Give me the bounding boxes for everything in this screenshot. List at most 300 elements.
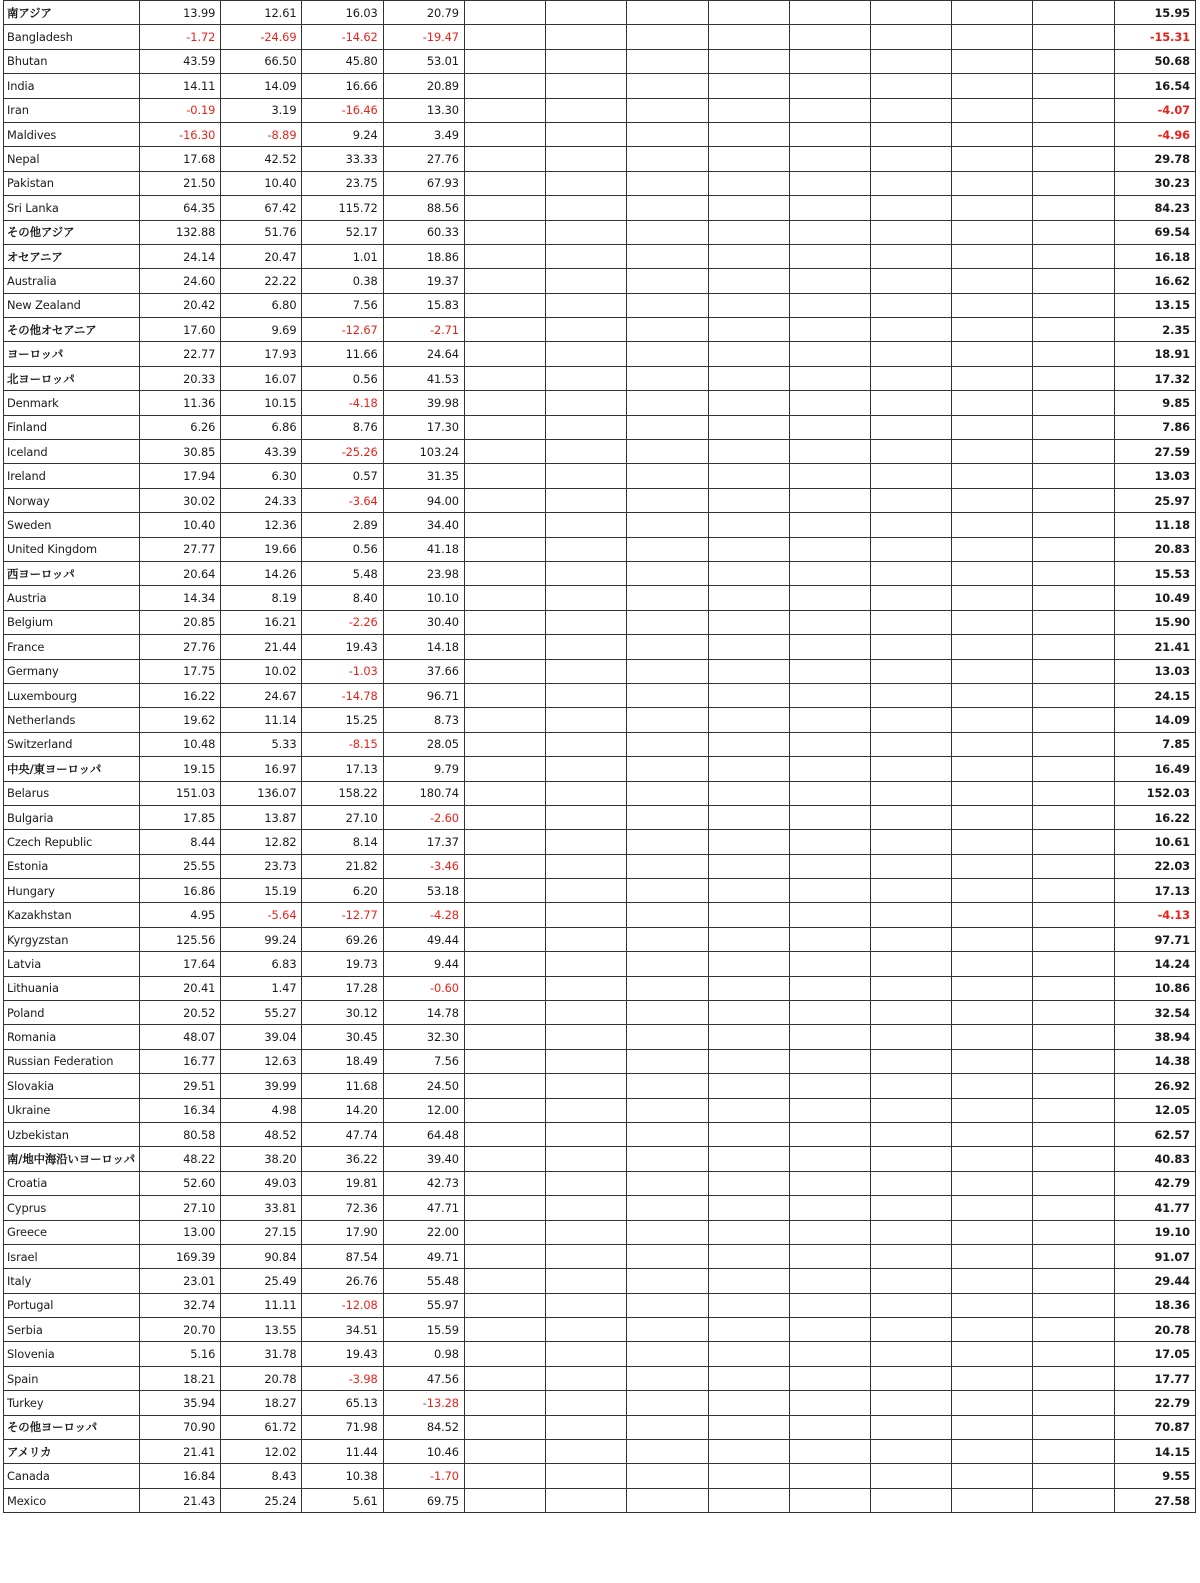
empty-cell [546,1366,627,1390]
value-cell: 18.27 [221,1391,302,1415]
empty-cell [546,293,627,317]
empty-cell [789,98,870,122]
empty-cell [627,1342,708,1366]
empty-cell [789,415,870,439]
value-cell: 65.13 [302,1391,383,1415]
row-label: Australia [4,269,140,293]
average-cell: 42.79 [1114,1171,1195,1195]
empty-cell [546,1196,627,1220]
empty-cell [627,708,708,732]
empty-cell [464,1196,545,1220]
value-cell: 24.60 [140,269,221,293]
empty-cell [464,1098,545,1122]
empty-cell [789,879,870,903]
empty-cell [708,586,789,610]
empty-cell [952,561,1033,585]
value-cell: 15.83 [383,293,464,317]
value-cell: 8.40 [302,586,383,610]
value-cell: 22.77 [140,342,221,366]
empty-cell [708,805,789,829]
empty-cell [871,440,952,464]
empty-cell [464,976,545,1000]
table-row [4,805,1196,829]
value-cell: 5.33 [221,732,302,756]
empty-cell [952,805,1033,829]
value-cell: 4.98 [221,1098,302,1122]
value-cell: 32.74 [140,1293,221,1317]
value-cell: 29.51 [140,1074,221,1098]
empty-cell [789,830,870,854]
empty-cell [546,1244,627,1268]
empty-cell [464,1122,545,1146]
empty-cell [546,196,627,220]
row-label: Iran [4,98,140,122]
empty-cell [952,1366,1033,1390]
empty-cell [789,1220,870,1244]
empty-cell [952,1244,1033,1268]
value-cell: 13.55 [221,1318,302,1342]
empty-cell [627,171,708,195]
empty-cell [708,1074,789,1098]
value-cell: 23.75 [302,171,383,195]
value-cell: 10.40 [140,513,221,537]
empty-cell [871,537,952,561]
empty-cell [1033,1049,1114,1073]
average-cell: 27.58 [1114,1488,1195,1512]
row-label: 南アジア [4,1,140,25]
empty-cell [789,25,870,49]
average-cell: 15.53 [1114,561,1195,585]
table-row [4,122,1196,146]
table-row [4,440,1196,464]
empty-cell [789,952,870,976]
average-cell: 13.03 [1114,659,1195,683]
value-cell: 17.37 [383,830,464,854]
empty-cell [952,927,1033,951]
empty-cell [1033,1488,1114,1512]
empty-cell [464,1366,545,1390]
empty-cell [952,586,1033,610]
average-cell: 17.32 [1114,366,1195,390]
value-cell: 33.33 [302,147,383,171]
average-cell: 10.61 [1114,830,1195,854]
empty-cell [789,1147,870,1171]
empty-cell [627,122,708,146]
empty-cell [952,1318,1033,1342]
value-cell: 42.52 [221,147,302,171]
empty-cell [789,196,870,220]
value-cell: 88.56 [383,196,464,220]
average-cell: 30.23 [1114,171,1195,195]
empty-cell [871,1196,952,1220]
value-cell: 18.86 [383,244,464,268]
empty-cell [1033,781,1114,805]
table-row [4,1293,1196,1317]
empty-cell [952,269,1033,293]
value-cell: 158.22 [302,781,383,805]
empty-cell [708,732,789,756]
empty-cell [546,635,627,659]
table-row [4,513,1196,537]
empty-cell [1033,903,1114,927]
empty-cell [1033,1025,1114,1049]
empty-cell [627,1269,708,1293]
table-row [4,1025,1196,1049]
empty-cell [871,171,952,195]
table-row [4,147,1196,171]
average-cell: 14.24 [1114,952,1195,976]
empty-cell [952,1147,1033,1171]
table-row [4,1049,1196,1073]
empty-cell [464,537,545,561]
empty-cell [708,269,789,293]
row-label: Finland [4,415,140,439]
empty-cell [464,147,545,171]
empty-cell [871,366,952,390]
value-cell: 39.98 [383,391,464,415]
table-row [4,1269,1196,1293]
value-cell: -4.28 [383,903,464,927]
empty-cell [1033,1122,1114,1146]
empty-cell [464,513,545,537]
value-cell: 30.02 [140,488,221,512]
average-cell: -4.96 [1114,122,1195,146]
row-label: Norway [4,488,140,512]
empty-cell [627,269,708,293]
average-cell: 20.83 [1114,537,1195,561]
value-cell: 39.40 [383,1147,464,1171]
row-label: Poland [4,1001,140,1025]
value-cell: 10.40 [221,171,302,195]
empty-cell [464,635,545,659]
value-cell: 55.97 [383,1293,464,1317]
value-cell: 6.30 [221,464,302,488]
empty-cell [464,1488,545,1512]
empty-cell [871,927,952,951]
value-cell: 64.48 [383,1122,464,1146]
value-cell: 6.20 [302,879,383,903]
empty-cell [546,488,627,512]
empty-cell [871,879,952,903]
empty-cell [952,391,1033,415]
empty-cell [708,1049,789,1073]
value-cell: 13.87 [221,805,302,829]
row-label: Slovenia [4,1342,140,1366]
empty-cell [789,1293,870,1317]
table-row [4,98,1196,122]
empty-cell [627,952,708,976]
empty-cell [708,1488,789,1512]
row-label: Cyprus [4,1196,140,1220]
empty-cell [546,440,627,464]
empty-cell [871,708,952,732]
empty-cell [464,561,545,585]
empty-cell [871,1269,952,1293]
empty-cell [952,952,1033,976]
value-cell: 19.43 [302,635,383,659]
empty-cell [1033,1147,1114,1171]
value-cell: 20.47 [221,244,302,268]
empty-cell [952,854,1033,878]
value-cell: 6.86 [221,415,302,439]
value-cell: 20.70 [140,1318,221,1342]
value-cell: 87.54 [302,1244,383,1268]
value-cell: 20.85 [140,610,221,634]
empty-cell [546,708,627,732]
table-row [4,635,1196,659]
value-cell: 14.09 [221,74,302,98]
empty-cell [627,683,708,707]
empty-cell [708,1391,789,1415]
row-label: Belgium [4,610,140,634]
empty-cell [464,903,545,927]
value-cell: 43.59 [140,49,221,73]
empty-cell [464,464,545,488]
empty-cell [546,147,627,171]
empty-cell [464,391,545,415]
empty-cell [708,25,789,49]
empty-cell [871,610,952,634]
table-row [4,1074,1196,1098]
average-cell: 70.87 [1114,1415,1195,1439]
empty-cell [871,513,952,537]
table-row [4,683,1196,707]
empty-cell [871,318,952,342]
value-cell: 80.58 [140,1122,221,1146]
value-cell: 12.63 [221,1049,302,1073]
row-label: ヨーロッパ [4,342,140,366]
empty-cell [952,537,1033,561]
average-cell: 69.54 [1114,220,1195,244]
row-label: Austria [4,586,140,610]
table-row [4,1391,1196,1415]
empty-cell [871,196,952,220]
empty-cell [546,342,627,366]
empty-cell [546,952,627,976]
average-cell: 62.57 [1114,1122,1195,1146]
table-row [4,708,1196,732]
empty-cell [952,1488,1033,1512]
value-cell: 12.36 [221,513,302,537]
value-cell: 69.75 [383,1488,464,1512]
empty-cell [546,1269,627,1293]
table-row-group [4,1147,1196,1171]
value-cell: 14.11 [140,74,221,98]
value-cell: 19.66 [221,537,302,561]
empty-cell [1033,805,1114,829]
empty-cell [546,513,627,537]
empty-cell [546,1415,627,1439]
value-cell: -5.64 [221,903,302,927]
table-row [4,464,1196,488]
value-cell: 24.50 [383,1074,464,1098]
value-cell: 0.38 [302,269,383,293]
empty-cell [952,171,1033,195]
table-row [4,854,1196,878]
empty-cell [1033,244,1114,268]
empty-cell [546,732,627,756]
empty-cell [1033,1293,1114,1317]
average-cell: 16.54 [1114,74,1195,98]
empty-cell [871,1220,952,1244]
empty-cell [952,781,1033,805]
row-label: Sweden [4,513,140,537]
empty-cell [789,610,870,634]
value-cell: 8.76 [302,415,383,439]
empty-cell [871,1488,952,1512]
empty-cell [627,391,708,415]
empty-cell [464,952,545,976]
row-label: Serbia [4,1318,140,1342]
empty-cell [871,1342,952,1366]
empty-cell [708,1171,789,1195]
empty-cell [952,610,1033,634]
empty-cell [464,1440,545,1464]
value-cell: 16.84 [140,1464,221,1488]
row-label: Kazakhstan [4,903,140,927]
table-row [4,25,1196,49]
value-cell: 12.61 [221,1,302,25]
empty-cell [789,781,870,805]
empty-cell [1033,854,1114,878]
value-cell: 8.44 [140,830,221,854]
empty-cell [627,25,708,49]
empty-cell [546,903,627,927]
table-row [4,781,1196,805]
row-label: Croatia [4,1171,140,1195]
row-label: India [4,74,140,98]
empty-cell [871,98,952,122]
row-label: Iceland [4,440,140,464]
empty-cell [708,1244,789,1268]
empty-cell [627,1366,708,1390]
empty-cell [789,1318,870,1342]
empty-cell [1033,1269,1114,1293]
average-cell: -15.31 [1114,25,1195,49]
empty-cell [871,1001,952,1025]
average-cell: 29.78 [1114,147,1195,171]
value-cell: 23.73 [221,854,302,878]
empty-cell [952,903,1033,927]
empty-cell [627,318,708,342]
table-row [4,171,1196,195]
value-cell: -0.19 [140,98,221,122]
empty-cell [546,318,627,342]
value-cell: 1.01 [302,244,383,268]
empty-cell [708,927,789,951]
empty-cell [871,1366,952,1390]
value-cell: 27.10 [302,805,383,829]
table-row [4,391,1196,415]
empty-cell [1033,537,1114,561]
empty-cell [546,1220,627,1244]
value-cell: 67.42 [221,196,302,220]
value-cell: 66.50 [221,49,302,73]
value-cell: 151.03 [140,781,221,805]
empty-cell [464,805,545,829]
empty-cell [952,49,1033,73]
row-label: Lithuania [4,976,140,1000]
empty-cell [708,659,789,683]
row-label: Pakistan [4,171,140,195]
row-label: Luxembourg [4,683,140,707]
value-cell: 24.33 [221,488,302,512]
empty-cell [789,1122,870,1146]
empty-cell [627,805,708,829]
empty-cell [708,903,789,927]
table-row [4,74,1196,98]
table-row [4,927,1196,951]
value-cell: 31.78 [221,1342,302,1366]
table-row [4,586,1196,610]
value-cell: 61.72 [221,1415,302,1439]
value-cell: 64.35 [140,196,221,220]
empty-cell [871,25,952,49]
value-cell: 10.46 [383,1440,464,1464]
value-cell: 32.30 [383,1025,464,1049]
table-row [4,49,1196,73]
empty-cell [546,1488,627,1512]
empty-cell [789,1074,870,1098]
value-cell: 9.24 [302,122,383,146]
empty-cell [871,122,952,146]
empty-cell [789,586,870,610]
table-row [4,1171,1196,1195]
empty-cell [789,1415,870,1439]
empty-cell [789,244,870,268]
empty-cell [1033,1,1114,25]
empty-cell [464,171,545,195]
empty-cell [627,1318,708,1342]
empty-cell [789,366,870,390]
empty-cell [546,1049,627,1073]
table-row-group [4,342,1196,366]
empty-cell [627,366,708,390]
empty-cell [627,1415,708,1439]
empty-cell [546,561,627,585]
empty-cell [464,269,545,293]
value-cell: 38.20 [221,1147,302,1171]
average-cell: 18.36 [1114,1293,1195,1317]
empty-cell [1033,1440,1114,1464]
empty-cell [952,440,1033,464]
empty-cell [871,1415,952,1439]
value-cell: 39.99 [221,1074,302,1098]
table-row [4,1001,1196,1025]
value-cell: -14.62 [302,25,383,49]
empty-cell [464,708,545,732]
empty-cell [627,1025,708,1049]
value-cell: 13.00 [140,1220,221,1244]
empty-cell [627,1098,708,1122]
empty-cell [952,757,1033,781]
empty-cell [546,1147,627,1171]
table-row [4,1122,1196,1146]
empty-cell [464,1342,545,1366]
row-label: Czech Republic [4,830,140,854]
value-cell: 2.89 [302,513,383,537]
empty-cell [1033,293,1114,317]
value-cell: 5.61 [302,1488,383,1512]
empty-cell [871,976,952,1000]
value-cell: 115.72 [302,196,383,220]
empty-cell [952,976,1033,1000]
table-row [4,293,1196,317]
value-cell: 49.03 [221,1171,302,1195]
empty-cell [871,635,952,659]
empty-cell [871,1122,952,1146]
empty-cell [1033,147,1114,171]
